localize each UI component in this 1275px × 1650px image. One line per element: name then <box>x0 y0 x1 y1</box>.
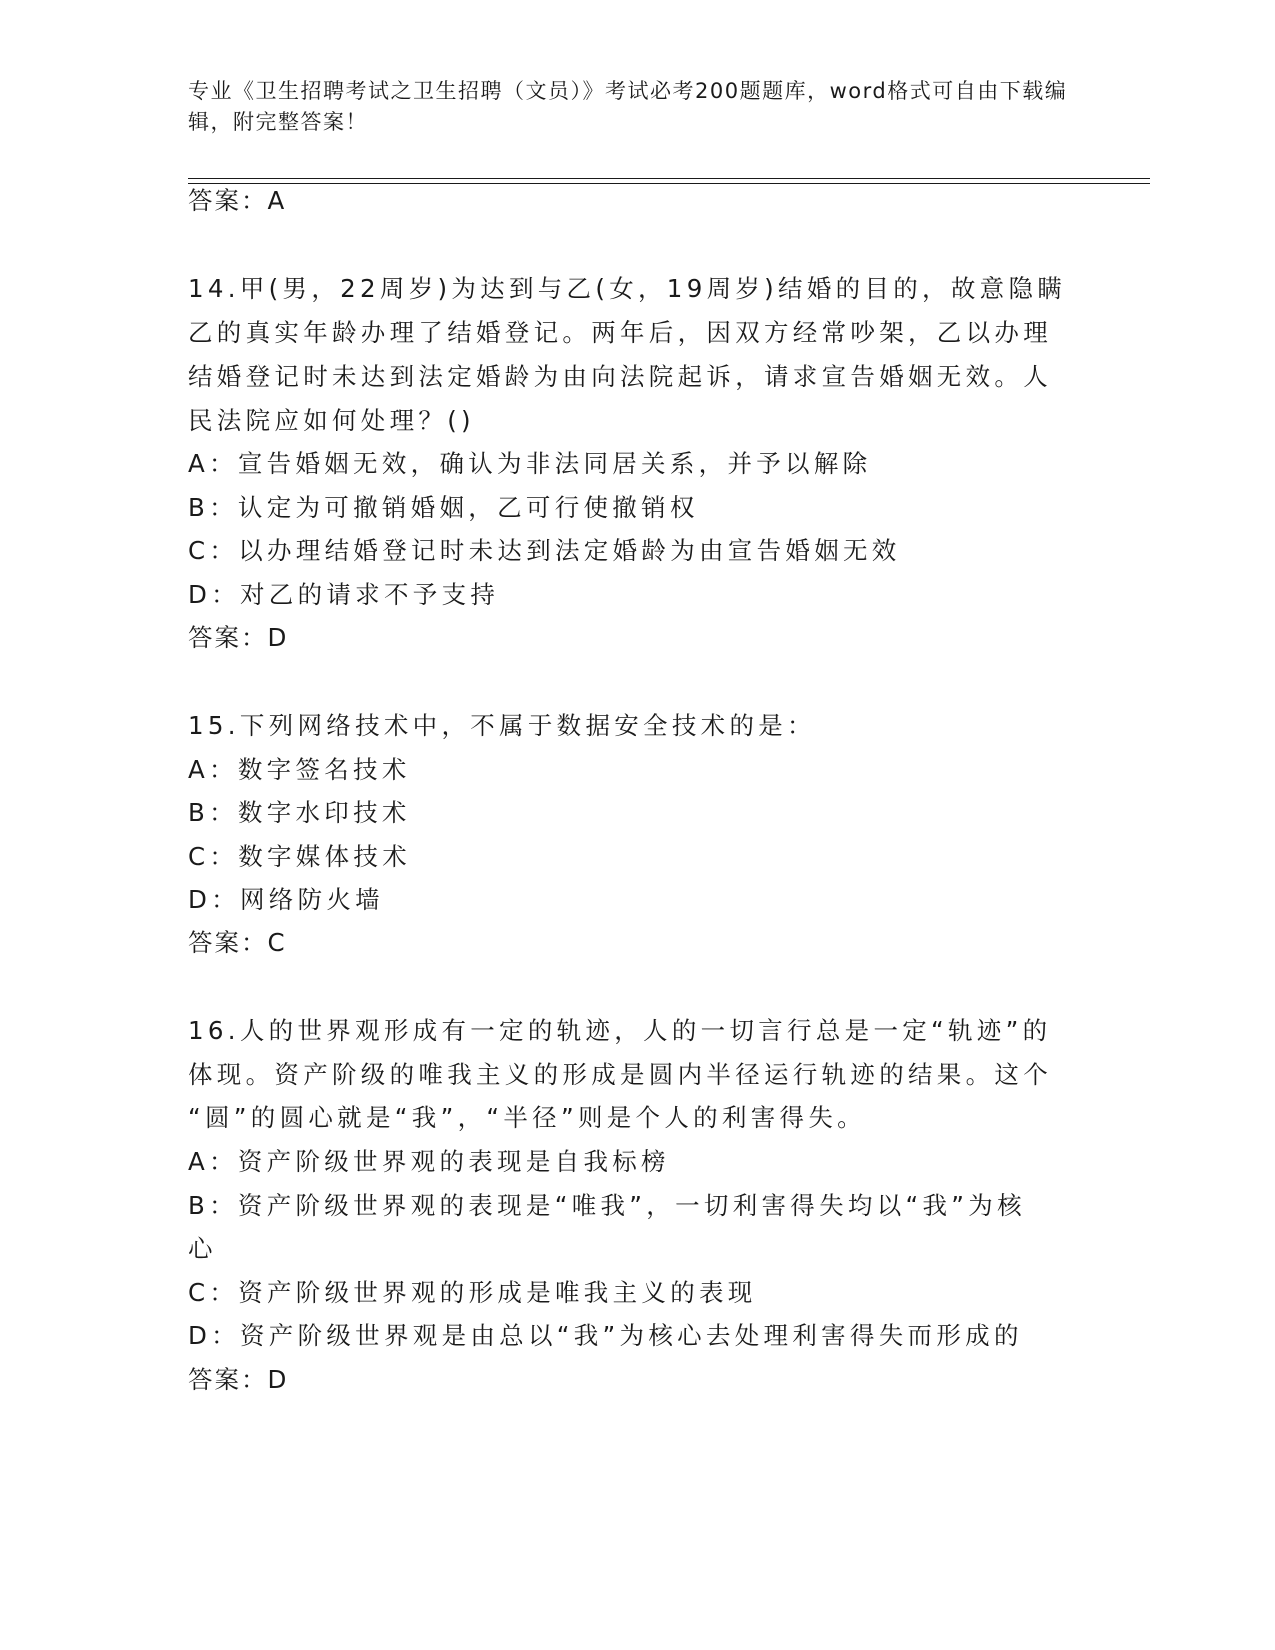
answer-label: 答案： <box>188 1365 268 1394</box>
question-16-stem-line-2: 体现。资产阶级的唯我主义的形成是圆内半径运行轨迹的结果。这个 <box>188 1060 1052 1089</box>
question-15-stem-line-1: 15.下列网络技术中，不属于数据安全技术的是： <box>188 711 816 740</box>
answer-line <box>188 186 284 216</box>
question-16-stem-line-3: “圆”的圆心就是“我”，“半径”则是个人的利害得失。 <box>188 1103 866 1132</box>
question-14-stem-line-3: 结婚登记时未达到法定婚龄为由向法院起诉，请求宣告婚姻无效。人 <box>188 362 1052 391</box>
question-16-option-a: A：资产阶级世界观的表现是自我标榜 <box>188 1147 670 1176</box>
answer-label: 答案： <box>188 928 268 957</box>
question-15-answer <box>188 928 285 958</box>
answer-value: A <box>267 186 285 215</box>
header-rule-top <box>188 178 1150 179</box>
question-14-option-b: B：认定为可撤销婚姻，乙可行使撤销权 <box>188 493 699 522</box>
question-16-option-b-line-1: B：资产阶级世界观的表现是“唯我”，一切利害得失均以“我”为核 <box>188 1191 1026 1220</box>
question-14-option-d: D：对乙的请求不予支持 <box>188 580 500 609</box>
question-14-stem-line-4: 民法院应如何处理？() <box>188 406 475 435</box>
header-rule-bottom <box>188 183 1150 184</box>
question-15-option-d: D：网络防火墙 <box>188 885 384 914</box>
answer-label: 答案： <box>188 623 268 652</box>
document-header: 专业《卫生招聘考试之卫生招聘（文员）》考试必考200题题库，word格式可自由下载编辑，附完整答案！ <box>188 79 1068 134</box>
answer-value: D <box>267 1365 287 1394</box>
question-16-option-c: C：资产阶级世界观的形成是唯我主义的表现 <box>188 1278 757 1307</box>
question-15-option-c: C：数字媒体技术 <box>188 842 412 871</box>
question-16-option-b-line-2: 心 <box>188 1234 217 1263</box>
answer-value: C <box>267 928 285 957</box>
question-14-option-c: C：以办理结婚登记时未达到法定婚龄为由宣告婚姻无效 <box>188 536 901 565</box>
answer-label: 答案： <box>188 186 268 215</box>
question-16-answer <box>188 1365 286 1395</box>
question-14-option-a: A：宣告婚姻无效，确认为非法同居关系，并予以解除 <box>188 449 872 478</box>
question-14-stem-line-2: 乙的真实年龄办理了结婚登记。两年后，因双方经常吵架，乙以办理 <box>188 318 1052 347</box>
question-15-option-b: B：数字水印技术 <box>188 798 411 827</box>
answer-value: D <box>267 623 287 652</box>
question-16-stem-line-1: 16.人的世界观形成有一定的轨迹，人的一切言行总是一定“轨迹”的 <box>188 1016 1052 1045</box>
question-15-option-a: A：数字签名技术 <box>188 755 411 784</box>
question-14-stem-line-1: 14.甲(男，22周岁)为达到与乙(女，19周岁)结婚的目的，故意隐瞒 <box>188 274 1067 303</box>
question-14-answer <box>188 623 286 653</box>
question-16-option-d: D：资产阶级世界观是由总以“我”为核心去处理利害得失而形成的 <box>188 1321 1023 1350</box>
